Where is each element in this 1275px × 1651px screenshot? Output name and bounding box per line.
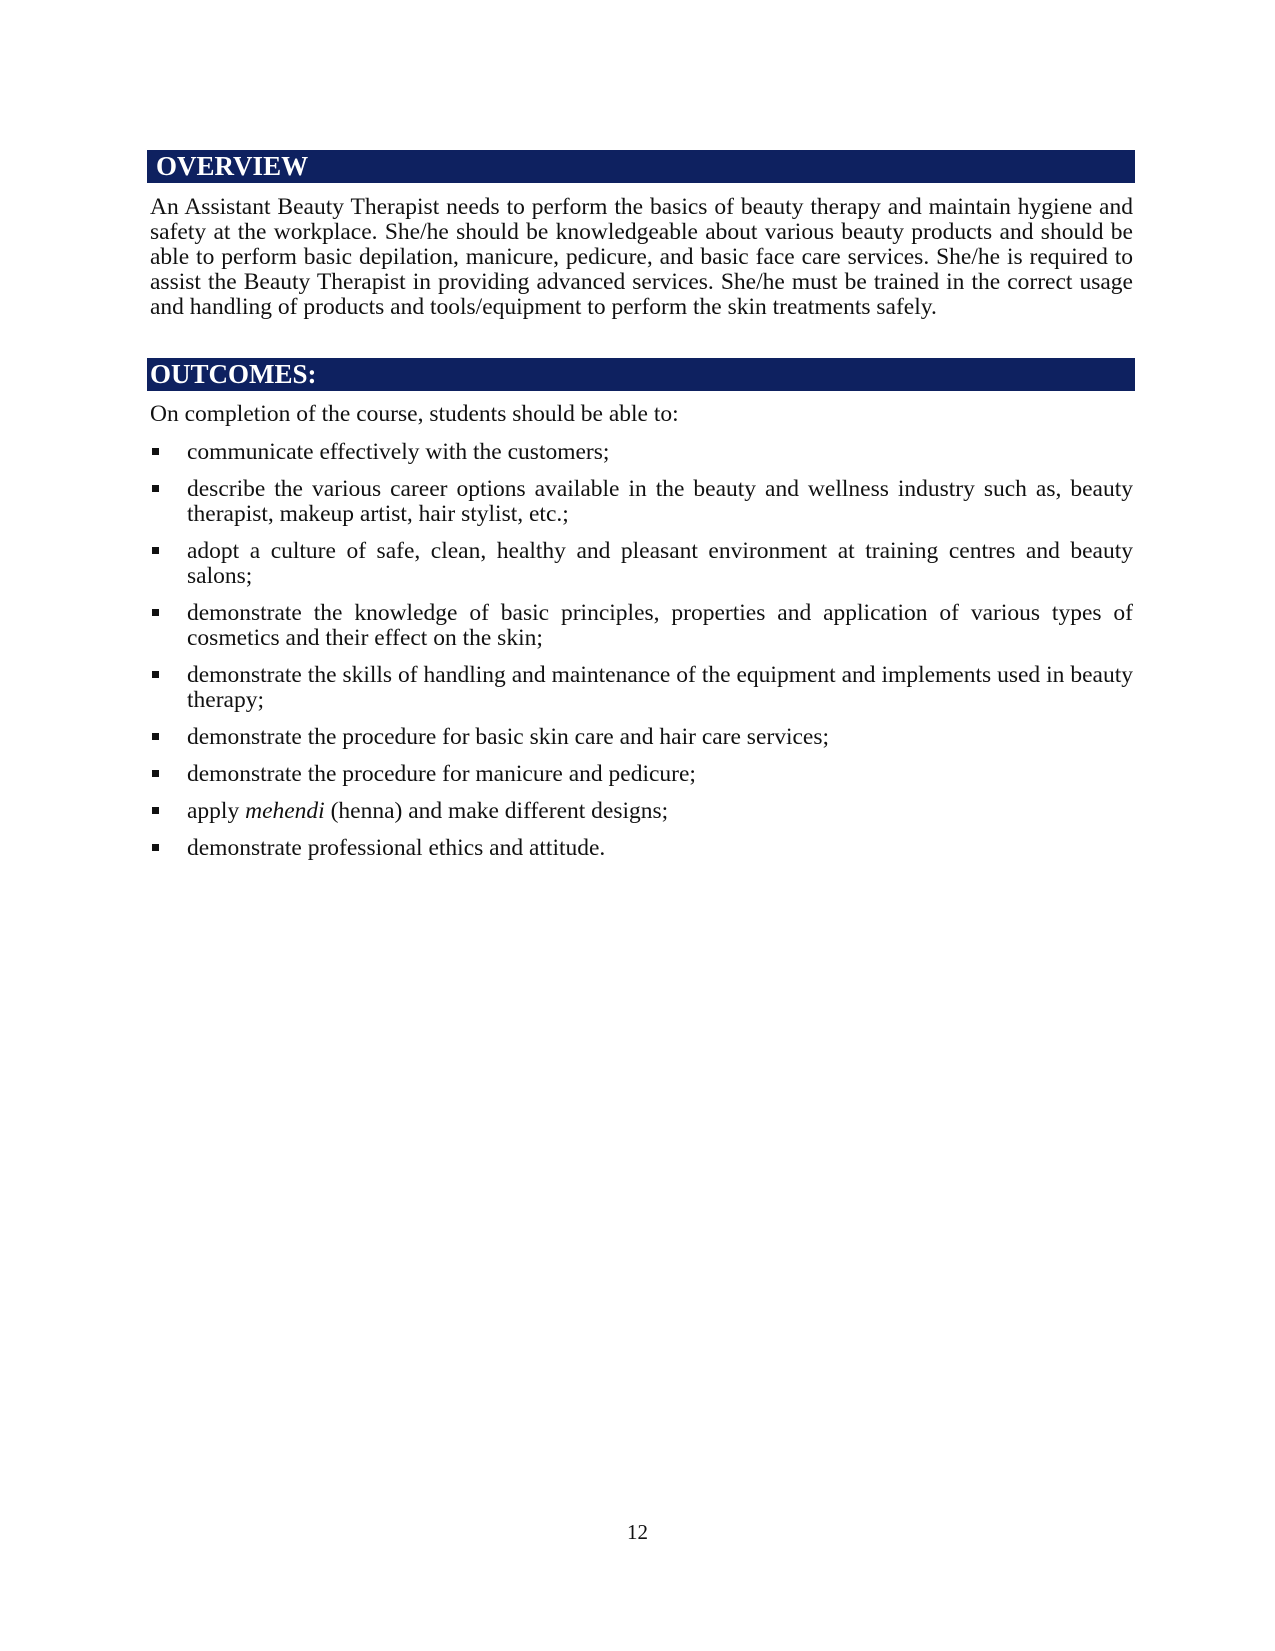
outcome-item xyxy=(150,601,1133,651)
outcome-text: demonstrate the procedure for basic skin care and hair care services; xyxy=(187,724,830,750)
mehendi-italic: mehendi xyxy=(245,798,325,824)
outcomes-list xyxy=(150,440,1133,873)
square-bullet-icon xyxy=(152,671,159,678)
outcomes-heading: OUTCOMES: xyxy=(147,358,1135,391)
overview-heading: OVERVIEW xyxy=(147,150,1135,183)
outcome-text xyxy=(187,798,668,824)
square-bullet-icon xyxy=(152,733,159,740)
square-bullet-icon xyxy=(152,770,159,777)
outcome-item xyxy=(150,539,1133,589)
square-bullet-icon xyxy=(152,609,159,616)
outcome-text: demonstrate the skills of handling and maintenance of the equipment and implements used in beauty therapy; xyxy=(187,662,1133,713)
outcome-text-after: (henna) and make different designs; xyxy=(324,798,669,824)
overview-paragraph: An Assistant Beauty Therapist needs to perform the basics of beauty therapy and maintain hygiene and safety at the workplace. She/he should be knowledgeable about various beauty products and should be able to perform basic depilation, manicure, pedicure, and basic face care services. She/he is required to assist the Beauty Therapist in providing advanced services. She/he must be trained in the correct usage and handling of products and tools/equipment to perform the skin treatments safely. xyxy=(150,194,1133,320)
square-bullet-icon xyxy=(152,807,159,814)
outcome-text: communicate effectively with the customers; xyxy=(187,439,610,465)
outcomes-intro: On completion of the course, students should be able to: xyxy=(150,401,679,427)
outcome-text-before: apply xyxy=(187,798,246,824)
outcome-text: adopt a culture of safe, clean, healthy and pleasant environment at training centres and beauty salons; xyxy=(187,538,1133,589)
outcome-item xyxy=(150,440,1133,465)
outcome-text: demonstrate the knowledge of basic principles, properties and application of various types of cosmetics and their effect on the skin; xyxy=(187,600,1133,651)
outcome-item xyxy=(150,663,1133,713)
square-bullet-icon xyxy=(152,547,159,554)
outcome-text: describe the various career options available in the beauty and wellness industry such as, beauty therapist, makeup artist, hair stylist, etc.; xyxy=(187,476,1133,527)
square-bullet-icon xyxy=(152,844,159,851)
outcome-item xyxy=(150,762,1133,787)
page-number: 12 xyxy=(627,1520,648,1544)
outcome-item xyxy=(150,725,1133,750)
outcome-item xyxy=(150,836,1133,861)
square-bullet-icon xyxy=(152,448,159,455)
outcome-item xyxy=(150,477,1133,527)
outcome-text: demonstrate professional ethics and attitude. xyxy=(187,835,606,861)
outcome-item xyxy=(150,799,1133,824)
square-bullet-icon xyxy=(152,485,159,492)
outcome-text: demonstrate the procedure for manicure and pedicure; xyxy=(187,761,696,787)
